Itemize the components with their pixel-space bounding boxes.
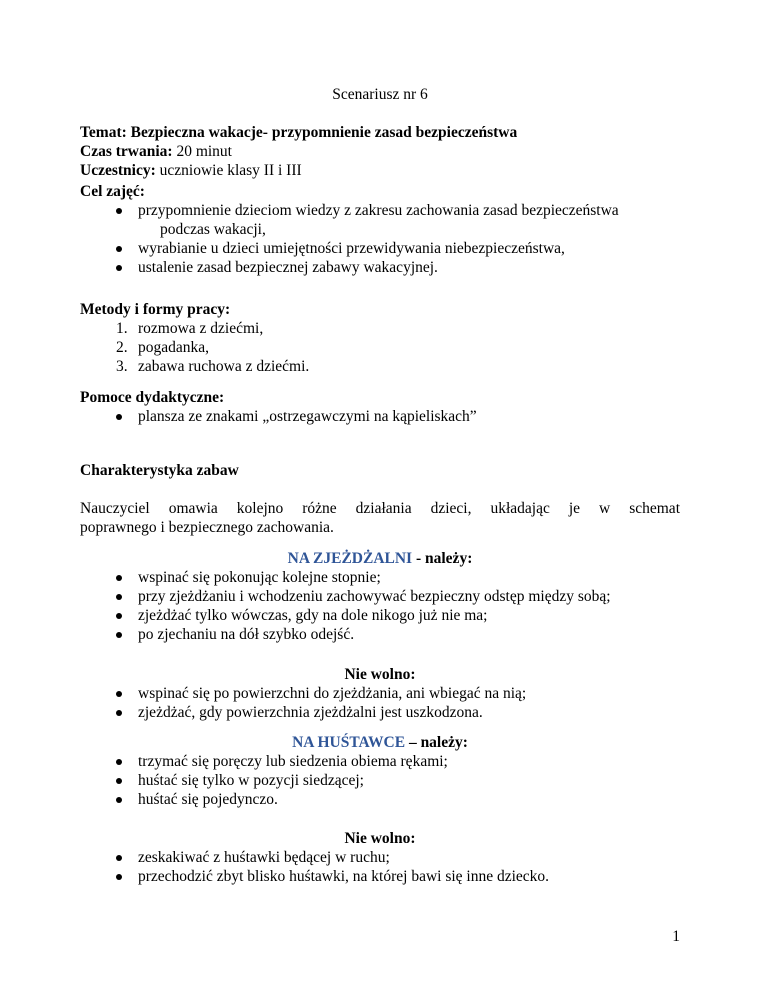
cel-heading: Cel zajęć: <box>80 183 145 200</box>
list-text: pogadanka, <box>138 339 210 356</box>
uczestnicy-label: Uczestnicy: <box>80 162 156 179</box>
list-item: trzymać się poręczy lub siedzenia obiema rękami; <box>80 752 680 771</box>
list-text: rozmowa z dziećmi, <box>138 320 264 337</box>
zjezdzalnia-allowed-list <box>80 568 680 644</box>
list-item: huśtać się pojedynczo. <box>80 790 680 809</box>
hustawce-allowed-list <box>80 752 680 809</box>
list-item: zeskakiwać z huśtawki będącej w ruchu; <box>80 848 680 867</box>
list-item: huśtać się tylko w pozycji siedzącej; <box>80 771 680 790</box>
czas-line <box>80 142 680 161</box>
zjezdzalnia-heading <box>80 549 680 568</box>
intro-line-2: poprawnego i bezpiecznego zachowania. <box>80 519 334 536</box>
list-item <box>80 319 680 338</box>
czas-label: Czas trwania: <box>80 143 173 160</box>
document-title: Scenariusz nr 6 <box>332 86 428 103</box>
pomoce-section <box>80 388 680 426</box>
nie-wolno-label: Nie wolno: <box>344 666 416 683</box>
intro-line-1: Nauczyciel omawia kolejno różne działania dzieci, układając je w schemat <box>80 500 680 517</box>
nie-wolno-label: Nie wolno: <box>344 830 416 847</box>
page-number: 1 <box>672 928 680 945</box>
zjezdzalnia-title: NA ZJEŻDŻALNI <box>287 550 413 567</box>
list-item <box>80 338 680 357</box>
list-item: wyrabianie u dzieci umiejętności przewidywania niebezpieczeństwa, <box>80 239 680 258</box>
charakterystyka-section <box>80 461 680 480</box>
list-item: wspinać się po powierzchni do zjeżdżania, ani wbiegać na nią; <box>80 684 680 703</box>
list-number: 2. <box>116 339 128 356</box>
list-item: wspinać się pokonując kolejne stopnie; <box>80 568 680 587</box>
list-number: 3. <box>116 358 128 375</box>
zjezdzalnia-forbidden-list <box>80 684 680 722</box>
cel-section <box>80 182 680 277</box>
list-item: zjeżdżać, gdy powierzchnia zjeżdżalni jest uszkodzona. <box>80 703 680 722</box>
intro-paragraph <box>80 499 680 537</box>
hustawce-title: NA HUŚTAWCE <box>292 734 406 751</box>
list-item: przechodzić zbyt blisko huśtawki, na której bawi się inne dziecko. <box>80 867 680 886</box>
nie-wolno-heading-1 <box>80 665 680 684</box>
list-item: przy zjeżdżaniu i wchodzeniu zachowywać bezpieczny odstęp między sobą; <box>80 587 680 606</box>
meta-block <box>80 123 680 180</box>
temat-value: Bezpieczna wakacje- przypomnienie zasad bezpieczeństwa <box>130 124 518 141</box>
list-number: 1. <box>116 320 128 337</box>
nie-wolno-heading-2 <box>80 829 680 848</box>
list-text: zabawa ruchowa z dziećmi. <box>138 358 310 375</box>
hustawce-heading <box>80 733 680 752</box>
hustawce-suffix: – należy: <box>405 734 468 751</box>
list-item: ustalenie zasad bezpiecznej zabawy wakacyjnej. <box>80 258 680 277</box>
list-item <box>80 357 680 376</box>
temat-label: Temat: <box>80 124 127 141</box>
uczestnicy-value: uczniowie klasy II i III <box>159 162 302 179</box>
list-item: po zjechaniu na dół szybko odejść. <box>80 625 680 644</box>
czas-value: 20 minut <box>176 143 232 160</box>
list-item: przypomnienie dzieciom wiedzy z zakresu zachowania zasad bezpieczeństwa <box>80 201 680 220</box>
metody-section <box>80 300 680 376</box>
uczestnicy-line <box>80 161 680 180</box>
charakterystyka-heading: Charakterystyka zabaw <box>80 462 239 479</box>
list-item: plansza ze znakami „ostrzegawczymi na kąpieliskach” <box>80 407 680 426</box>
pomoce-heading: Pomoce dydaktyczne: <box>80 389 225 406</box>
temat-line <box>80 123 680 142</box>
list-item: zjeżdżać tylko wówczas, gdy na dole nikogo już nie ma; <box>80 606 680 625</box>
zjezdzalnia-suffix: - należy: <box>412 550 473 567</box>
hustawce-forbidden-list <box>80 848 680 886</box>
metody-heading: Metody i formy pracy: <box>80 301 231 318</box>
list-item-continuation: podczas wakacji, <box>160 221 266 238</box>
